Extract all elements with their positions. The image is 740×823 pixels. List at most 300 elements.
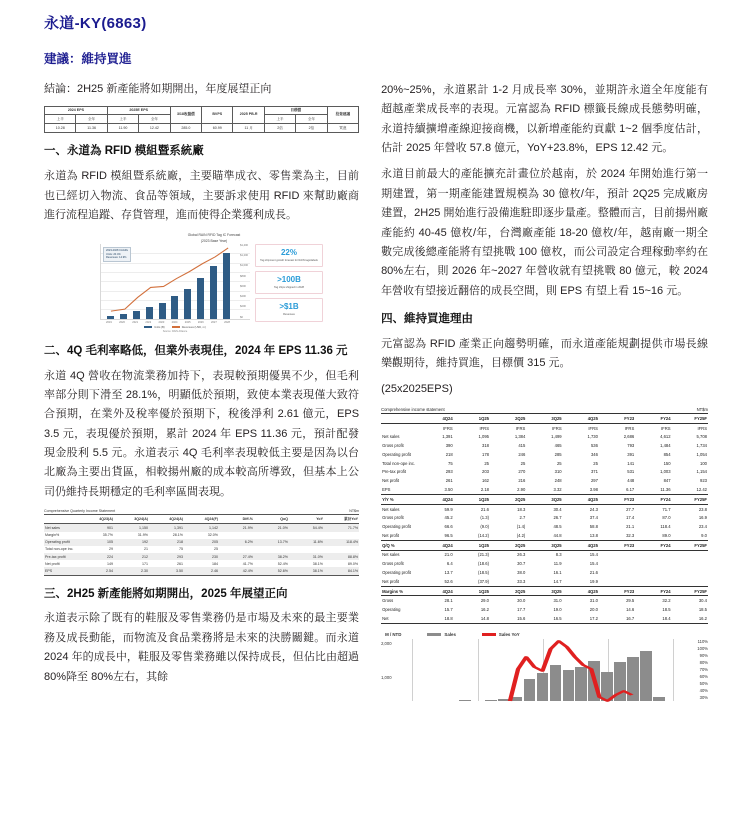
cell: 42.4% [219, 567, 254, 575]
legend-sales-yoy-label: Sales YoY [498, 631, 520, 637]
cell: 1,054 [696, 451, 707, 457]
table-row [381, 485, 708, 494]
rfid-x-axis [106, 321, 230, 324]
income-caption-unit: NT$m [696, 406, 708, 412]
table-row [381, 432, 708, 441]
margins-header: Margins % [381, 586, 417, 596]
col-head: 2Q25 [490, 540, 526, 550]
key-val-2: 11.90 [107, 124, 138, 133]
cell: 12.42 [672, 485, 708, 494]
callout-value: >100B [277, 275, 301, 285]
cell: 41.7% [242, 561, 253, 566]
rfid-legend [100, 326, 250, 329]
table-row [44, 560, 359, 567]
xtick: 2026 [197, 320, 204, 324]
cell: 16.2 [672, 614, 708, 623]
cell: 25 [593, 460, 598, 466]
sales-ytick-2000: 2,000 [381, 640, 392, 646]
table-row [45, 124, 359, 133]
cell [599, 559, 635, 568]
col-head: 4Q24(F) [184, 515, 219, 524]
cell: 11.6% [313, 540, 323, 545]
section-1-heading: 一、永道為 RFID 模組暨系統廠 [44, 145, 204, 158]
col-head: 2Q25 [490, 494, 526, 504]
col-head: FY23 [599, 494, 635, 504]
cell: 88.8% [347, 554, 359, 559]
cell: 6.2% [244, 540, 253, 545]
table-row [44, 553, 359, 560]
cell: 31.0% [312, 554, 323, 559]
key-sub-3: 全年 [139, 115, 170, 124]
col-head: 2Q25 [490, 413, 526, 423]
cell: 261 [177, 561, 183, 566]
rfid-chart-plot [100, 244, 250, 320]
cell: 2.54 [79, 567, 114, 575]
key-group-2: 3/18收盤價 [170, 106, 201, 124]
row-label: Gross [382, 598, 394, 604]
cell: 318 [482, 443, 489, 449]
cell: 59.9 [444, 506, 453, 512]
cell: 14.6 [626, 607, 635, 613]
cell: 15.4 [589, 552, 598, 558]
cell [635, 559, 671, 568]
ytick: $200 [240, 305, 246, 309]
cell: 23.4 [698, 524, 707, 530]
right-paragraph-3: 元富認為 RFID 產業正向趨勢明確，而永道產能規劃提供市場長線樂觀期待，維持買進，目標價 315 元。 [381, 337, 708, 370]
table-row [381, 577, 708, 586]
cell: 21.1 [626, 524, 635, 530]
key-sub-8: 全年 [296, 115, 327, 124]
col-head: 3Q24(A) [114, 515, 149, 524]
col-head: 3Q25 [526, 586, 562, 596]
row-label: Net [381, 614, 417, 623]
cell: 3.98 [563, 485, 599, 494]
page-title: 永道-KY(6863) [44, 15, 147, 32]
right-paragraph-1: 20%~25%，永道累計 1-2 月成長率 30%，並期許永道全年度能有超越產業成長率的表現。元富認為 RFID 標籤長線成長態勢明確，永道持續擴增產線迎接商機，以新增產能約貢獻 1~2 個季度估計，估計 2025 年營收 57.8 億元，YoY+23.8%，EPS 12.42 元。 [381, 84, 708, 155]
row-label: Operating profit [382, 570, 411, 576]
col-head: 4Q24 [417, 540, 453, 550]
cell: 923 [700, 478, 707, 484]
cagr-title: 2023-2028 CAGRs [106, 249, 128, 253]
cell: 48.5 [553, 524, 562, 530]
cell: 11.9 [553, 561, 562, 567]
qoq-header: Q/Q % [381, 540, 417, 550]
cell: 27.4% [242, 554, 253, 559]
key-group-4: 2025 PB-R [233, 106, 264, 124]
row-label: Operating profit [382, 451, 411, 457]
quarterly-caption-unit: NT$m [349, 509, 360, 514]
cell: 96.5 [444, 532, 453, 538]
cell: 66.6 [444, 524, 453, 530]
cell: (14.2) [478, 532, 489, 538]
cell: 21.6 [589, 570, 598, 576]
row-label: Net profit [382, 532, 400, 538]
two-column-layout [44, 81, 708, 710]
cell: 13.7% [277, 540, 288, 545]
table-header-row [381, 413, 708, 423]
col-head [44, 515, 79, 524]
cell: 15.7 [444, 607, 453, 613]
cell: 26.7 [553, 515, 562, 521]
xtick: 2019 [106, 320, 112, 324]
cell: 52.6% [254, 567, 289, 575]
cell: 390 [445, 443, 453, 449]
key-group-3: BVPS [202, 106, 233, 124]
table-row [381, 596, 708, 605]
callout-sub: Tag shipment growth forecast for RAIN tags/labels [260, 258, 318, 262]
cell: 2.7 [519, 515, 526, 521]
col-head: 1Q25 [454, 413, 490, 423]
cell: 16.7 [599, 614, 635, 623]
cell: 3.50 [417, 485, 453, 494]
callout-1 [255, 271, 323, 294]
cell: 25 [484, 460, 489, 466]
cell: 1,142 [209, 525, 218, 530]
cell: 14.8 [454, 614, 490, 623]
key-val-5: 60.99 [202, 124, 233, 133]
cell: 17.4 [626, 515, 635, 521]
quarterly-table-caption [44, 509, 359, 513]
key-val-8: 2倍 [296, 124, 327, 133]
sales-chart-plot [407, 639, 678, 701]
callout-value: 22% [280, 247, 297, 257]
key-val-4: 285.0 [170, 124, 201, 133]
rfid-figure-body [100, 244, 328, 333]
col-head: 1Q25 [454, 494, 490, 504]
row-label: Pre-tax profit [45, 554, 66, 559]
income-caption-text: Comprehensive income statement [381, 406, 445, 412]
cell: 38.1% [312, 561, 323, 566]
ytick: $0 [240, 315, 243, 319]
row-label: Net profit [382, 478, 400, 484]
cagr-units: Units: 20.4% [106, 252, 121, 256]
table-row [45, 106, 359, 115]
cell: 30.7 [517, 561, 526, 567]
cell: 32.2 [662, 598, 671, 604]
cell: 19.0 [553, 607, 562, 613]
col-head: 4Q25 [563, 494, 599, 504]
cell: 16.2 [480, 607, 489, 613]
table-row [381, 476, 708, 485]
legend-sales [427, 632, 455, 637]
cell [254, 532, 289, 539]
key-val-9: 買進 [327, 124, 358, 133]
xtick: 2028 [224, 320, 230, 324]
cell: 105 [107, 540, 113, 545]
cell: 32.0% [207, 533, 218, 538]
col-head: 1Q25 [454, 540, 490, 550]
key-group-6: 投資建議 [327, 106, 358, 124]
col-head: FY25F [672, 413, 708, 423]
cell: 2.18 [454, 485, 490, 494]
cell: 16.1 [553, 570, 562, 576]
cell: 371 [590, 469, 598, 475]
sales-chart-ylabel: M / NTD [385, 631, 402, 637]
row-label: EPS [381, 485, 417, 494]
col-head: FY24 [635, 586, 671, 596]
cell: 11.36 [635, 485, 671, 494]
col-head: 4Q25 [563, 540, 599, 550]
col-head: 4Q25 [563, 586, 599, 596]
cell: 16.5 [526, 614, 562, 623]
cell: 38.1% [289, 567, 324, 575]
cell: 20.0 [589, 607, 598, 613]
sales-yoy-line-swatch [482, 633, 496, 635]
col-head: 1Q25 [454, 586, 490, 596]
cell: 1,499 [551, 434, 562, 440]
row-label: Total non-ope inc. [382, 460, 416, 466]
ytick: $1,000 [240, 264, 248, 268]
cagr-revenues: Revenues: 14.9% [106, 256, 127, 260]
sales-y2tick-30: 30% [699, 694, 708, 700]
cell: (9.0) [480, 524, 489, 530]
col-head: 4Q25 [563, 413, 599, 423]
table-row [381, 468, 708, 477]
rfid-forecast-figure [100, 233, 328, 333]
row-label: Net profit [45, 561, 60, 566]
table-row [381, 568, 708, 577]
row-label: Gross profit [382, 443, 404, 449]
col-head: 3Q25 [526, 540, 562, 550]
cell: 5,708 [696, 434, 707, 440]
table-row [44, 524, 359, 532]
cell: 184 [212, 561, 218, 566]
income-statement-caption [381, 407, 708, 412]
xtick: 2025 [184, 320, 191, 324]
table-row [381, 550, 708, 559]
cell: 89.0 [662, 532, 671, 538]
cell: (1.4) [516, 524, 526, 530]
cell: 52.6 [444, 578, 453, 584]
std-blank [381, 423, 417, 432]
ytick: $400 [240, 295, 246, 299]
cell: 293 [177, 554, 183, 559]
cell [599, 568, 635, 577]
cell: 297 [590, 478, 598, 484]
key-sub-7: 上半 [264, 115, 295, 124]
cell: 1,391 [442, 434, 453, 440]
key-group-5: 目標價 [264, 106, 327, 115]
row-label: Net sales [382, 506, 400, 512]
key-val-6: 11 月 [233, 124, 264, 133]
cell: 29.0 [480, 598, 489, 604]
rfid-cagr-box [103, 247, 131, 263]
table-row [381, 614, 708, 623]
quarterly-caption-text: Comprehensive Quarterly Income Statement [44, 509, 116, 514]
cell: 31.0 [589, 598, 598, 604]
table-row [381, 605, 708, 614]
cell: 18.8 [417, 614, 453, 623]
col-head: FY23 [599, 540, 635, 550]
col-head: FY24 [635, 494, 671, 504]
row-label: Net sales [382, 552, 400, 558]
cell: 3.32 [526, 485, 562, 494]
cell [672, 559, 708, 568]
key-group-1: 2025E EPS [107, 106, 170, 115]
cell [635, 577, 671, 586]
sales-y2tick-80: 80% [699, 659, 708, 665]
cell [324, 546, 359, 553]
cell: (4.2) [516, 532, 526, 538]
ytick: $800 [240, 274, 246, 278]
cell: (37.9) [478, 578, 489, 584]
yoy-header-row [381, 494, 708, 504]
legend-line [172, 326, 206, 329]
cell: 13.8 [589, 532, 598, 538]
cell: 38.2% [277, 554, 288, 559]
std: IFRS [588, 425, 598, 431]
col-head: 2Q25 [490, 586, 526, 596]
row-label: Operating profit [382, 524, 411, 530]
cell: 29 [109, 547, 113, 552]
cell: 27.7 [626, 506, 635, 512]
row-label: Gross profit [382, 515, 404, 521]
cell: 44.8 [553, 532, 562, 538]
rfid-figure-title-1: Global RAIN RFID Tag IC Forecast [187, 233, 241, 238]
cell: 28.1 [444, 598, 453, 604]
cell: 14.7 [553, 578, 562, 584]
cell [672, 550, 708, 559]
row-label: Net profit [382, 578, 400, 584]
col-head: YoY [289, 515, 324, 524]
table-row [44, 567, 359, 575]
cell: 1,391 [174, 525, 183, 530]
ytick: $1,400 [240, 243, 248, 247]
yoy-header: Y/Y % [381, 494, 417, 504]
cell: 13.7 [444, 570, 453, 576]
row-label: Operating profit [45, 540, 70, 545]
std: IFRS [515, 425, 526, 431]
sales-y2tick-40: 40% [699, 687, 708, 693]
sales-y2tick-110: 110% [697, 638, 708, 644]
cell: 261 [445, 478, 453, 484]
cell [672, 577, 708, 586]
cell: 218 [445, 451, 453, 457]
conclusion-line: 結論：2H25 新產能將如期開出，年度展望正向 [44, 83, 272, 95]
cell: 37.4 [589, 515, 598, 521]
cell [219, 546, 254, 553]
cell: 531 [627, 469, 635, 475]
col-head: FY24 [635, 413, 671, 423]
cell [289, 532, 324, 539]
cell [635, 550, 671, 559]
cell: 346 [590, 451, 598, 457]
cell: 118.4 [660, 524, 671, 530]
col-head: 累計YoY [324, 515, 359, 524]
row-label: Net sales [45, 525, 60, 530]
col-head: FY25F [672, 540, 708, 550]
recommendation-heading: 建議：維持買進 [44, 52, 132, 66]
cell [324, 532, 359, 539]
table-row [381, 459, 708, 468]
rfid-figure-title-2: (2023 Base Year) [200, 238, 228, 243]
table-row [381, 531, 708, 540]
quarterly-income-statement [44, 509, 359, 576]
cell: 21.9% [242, 525, 253, 530]
cell: 205 [212, 540, 218, 545]
cell: 224 [107, 554, 113, 559]
cell: 1,730 [587, 434, 598, 440]
qoq-header-row [381, 540, 708, 550]
col-head: FY23 [599, 413, 635, 423]
cell: 2.46 [184, 567, 219, 575]
cell: 21.0 [444, 552, 453, 558]
cell: 15.6 [490, 614, 526, 623]
legend-sales-yoy [482, 632, 520, 637]
cell: 35.7% [102, 533, 113, 538]
cell: 71.7% [347, 525, 359, 530]
ytick: $600 [240, 284, 246, 288]
cell: 203 [482, 469, 489, 475]
cell [672, 568, 708, 577]
cell: 2.30 [114, 567, 149, 575]
cell: 218 [177, 540, 183, 545]
cell: 1,384 [514, 434, 526, 440]
col-head: FY25F [672, 494, 708, 504]
table-row [381, 513, 708, 522]
std: IFRS [443, 425, 453, 431]
cell: 415 [518, 443, 526, 449]
cell: 230 [212, 554, 218, 559]
cell [599, 550, 635, 559]
cell: 6.4 [446, 561, 453, 567]
cell: 21 [144, 547, 148, 552]
key-val-3: 12.42 [139, 124, 170, 133]
cell: 18.4 [635, 614, 671, 623]
row-label: EPS [44, 567, 79, 575]
col-head: 4Q24 [417, 413, 453, 423]
cell: 1,150 [139, 525, 148, 530]
table-header-row [44, 515, 359, 524]
cell: 71.7 [662, 506, 671, 512]
cell: 25 [214, 547, 218, 552]
col-head: 3Q25 [526, 413, 562, 423]
table-row [44, 532, 359, 539]
cell [254, 546, 289, 553]
cell: 248 [554, 478, 562, 484]
cell: 1,003 [660, 469, 671, 475]
rfid-source: Source: RAIN Alliance [162, 329, 188, 333]
cell: 23.8 [698, 506, 707, 512]
col-head: 4Q24 [417, 586, 453, 596]
cell: 84.1% [324, 567, 359, 575]
legend-bars [144, 326, 164, 329]
section-1-body: 永道為 RFID 模組暨系統廠，主要瞄準成衣、零售業為主，目前也已經切入物流、食品等領域，主要訴求使用 RFID 來幫助廠商進行流程追蹤、存貨管理，進而使得企業獲利成長。 [44, 170, 360, 221]
col-head: 4Q23(A) [79, 515, 114, 524]
cell: 87.0 [662, 515, 671, 521]
section-3-body: 永道表示除了既有的鞋服及零售業務仍是市場及未來的最主要業務及成長動能，而物流及食品業務將是未來的決勝關鍵。而永道 2024 年的成長中，鞋服及零售業務雖以保持成長，但佔比由超過 80%降至 80%左右，其餘 [44, 612, 360, 683]
section-2-heading: 二、4Q 毛利率略低，但業外表現佳，2024 年 EPS 11.36 元 [44, 344, 348, 357]
col-head: FY23 [599, 586, 635, 596]
rfid-callouts [255, 244, 323, 333]
cell: 465 [554, 443, 562, 449]
rfid-y-axis [240, 244, 248, 319]
right-paragraph-4: (25x2025EPS) [381, 383, 453, 396]
legend-bar-swatch [144, 326, 152, 328]
std: IFRS [479, 425, 489, 431]
cell: 4,612 [660, 434, 671, 440]
cell: 38.0 [517, 570, 526, 576]
comprehensive-income-statement-table [381, 413, 708, 624]
sales-yoy-chart [381, 632, 708, 710]
cell: 31.9% [137, 533, 148, 538]
cell: 793 [627, 443, 635, 449]
cell: 18.5 [698, 607, 707, 613]
cell: 285 [554, 451, 562, 457]
cell: 32.3 [626, 532, 635, 538]
xtick: 2023 [158, 320, 165, 324]
sales-y2tick-70: 70% [699, 666, 708, 672]
